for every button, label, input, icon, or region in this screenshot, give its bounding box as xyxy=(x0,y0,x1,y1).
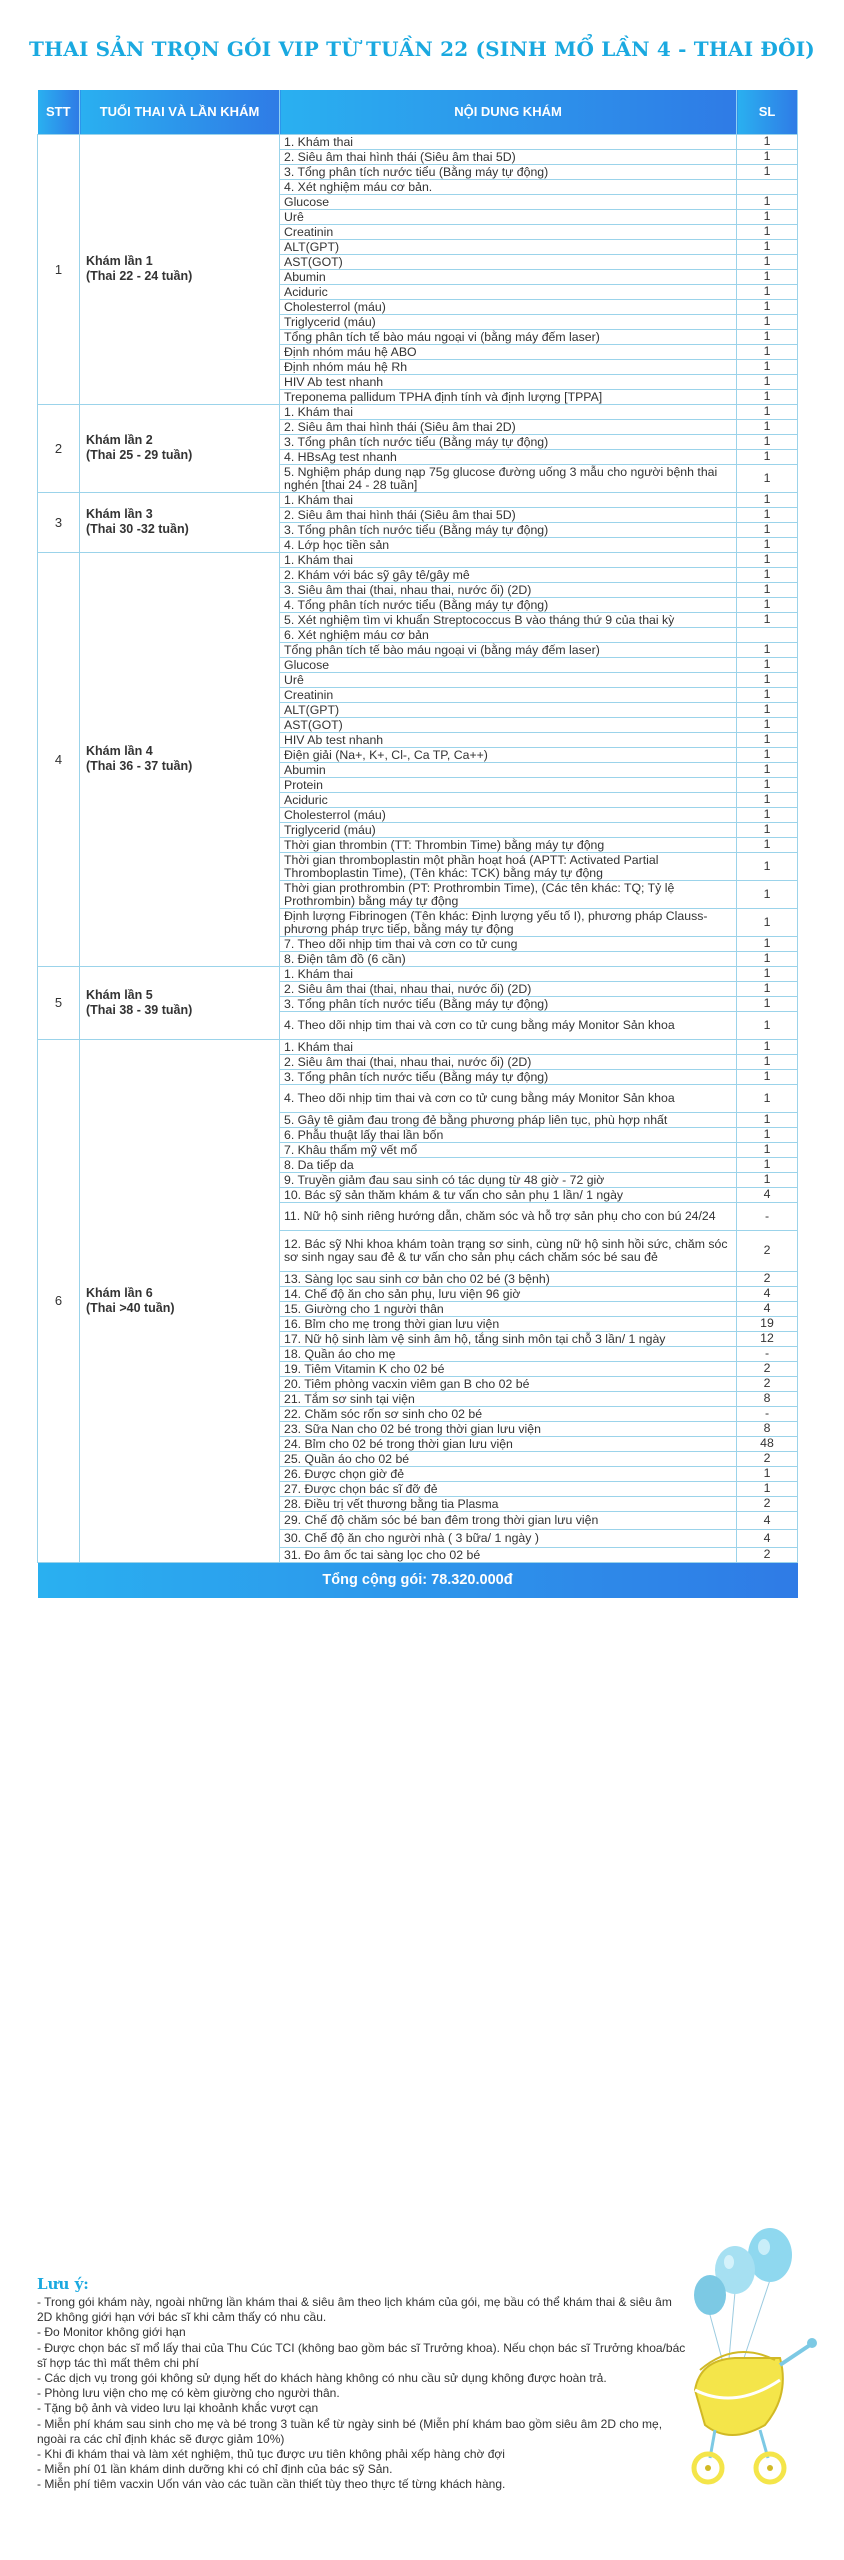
service-qty: 1 xyxy=(737,762,798,777)
stt-cell: 4 xyxy=(38,552,80,966)
service-qty: 1 xyxy=(737,329,798,344)
table-row xyxy=(38,1039,798,1054)
service-qty: 1 xyxy=(737,344,798,359)
service-item: Abumin xyxy=(280,762,737,777)
service-qty: 1 xyxy=(737,449,798,464)
service-item: 6. Phẫu thuật lấy thai lần bốn xyxy=(280,1127,737,1142)
header-qty: SL xyxy=(737,90,798,134)
service-item: Aciduric xyxy=(280,792,737,807)
service-item: Tổng phân tích tế bào máu ngoại vi (bằng máy đếm laser) xyxy=(280,642,737,657)
service-item: 7. Khâu thẩm mỹ vết mổ xyxy=(280,1142,737,1157)
note-item: - Miễn phí 01 lần khám dinh dưỡng khi có chỉ định của bác sỹ Sản. xyxy=(37,2462,393,2477)
service-item: 8. Da tiếp da xyxy=(280,1157,737,1172)
service-qty: 2 xyxy=(737,1361,798,1376)
service-qty: 1 xyxy=(737,419,798,434)
service-item: 14. Chế độ ăn cho sản phụ, lưu viện 96 giờ xyxy=(280,1286,737,1301)
stage-weeks: (Thai 25 - 29 tuần) xyxy=(86,448,193,462)
service-item: 23. Sữa Nan cho 02 bé trong thời gian lưu viện xyxy=(280,1421,737,1436)
service-qty: 1 xyxy=(737,254,798,269)
service-qty: 1 xyxy=(737,687,798,702)
service-qty: 1 xyxy=(737,807,798,822)
service-item: 28. Điều trị vết thương bằng tia Plasma xyxy=(280,1496,737,1511)
service-item: Abumin xyxy=(280,269,737,284)
service-qty: 4 xyxy=(737,1529,798,1547)
notes-list xyxy=(37,2295,687,2493)
table-row xyxy=(38,966,798,981)
package-table xyxy=(37,90,798,1598)
service-qty: 48 xyxy=(737,1436,798,1451)
service-qty: 1 xyxy=(737,164,798,179)
stt-cell: 5 xyxy=(38,966,80,1039)
total-price: Tổng cộng gói: 78.320.000đ xyxy=(38,1562,798,1598)
service-qty: 4 xyxy=(737,1187,798,1202)
service-qty: 1 xyxy=(737,314,798,329)
service-qty: 1 xyxy=(737,269,798,284)
service-qty: 1 xyxy=(737,149,798,164)
stage-title: Khám lần 6 xyxy=(86,1285,153,1300)
service-item: Urê xyxy=(280,209,737,224)
stt-cell: 6 xyxy=(38,1039,80,1562)
stage-weeks: (Thai 38 - 39 tuần) xyxy=(86,1002,193,1017)
service-qty: 1 xyxy=(737,194,798,209)
service-item: 3. Siêu âm thai (thai, nhau thai, nước ối) (2D) xyxy=(280,582,737,597)
service-item: 20. Tiêm phòng vacxin viêm gan B cho 02 bé xyxy=(280,1376,737,1391)
service-item: 4. Tổng phân tích nước tiểu (Bằng máy tự động) xyxy=(280,597,737,612)
header-content: NỘI DUNG KHÁM xyxy=(280,90,737,134)
stage-weeks: (Thai 22 - 24 tuần) xyxy=(86,269,193,283)
service-qty: 1 xyxy=(737,852,798,880)
service-item: 11. Nữ hộ sinh riêng hướng dẫn, chăm sóc và hỗ trợ sản phụ cho con bú 24/24 xyxy=(280,1202,737,1230)
service-item: Định nhóm máu hệ ABO xyxy=(280,344,737,359)
service-qty: 8 xyxy=(737,1391,798,1406)
service-qty: 1 xyxy=(737,981,798,996)
stage-weeks: (Thai >40 tuần) xyxy=(86,1300,175,1315)
service-qty: 1 xyxy=(737,239,798,254)
service-qty: 1 xyxy=(737,657,798,672)
table-body xyxy=(38,134,798,1562)
service-qty: 1 xyxy=(737,299,798,314)
stt-cell: 2 xyxy=(38,404,80,492)
note-item: - Khi đi khám thai và làm xét nghiệm, thủ tục được ưu tiên không phải xếp hàng chờ đợi xyxy=(37,2447,505,2462)
service-qty: 1 xyxy=(737,389,798,404)
service-item: 2. Siêu âm thai (thai, nhau thai, nước ối) (2D) xyxy=(280,981,737,996)
service-item: Protein xyxy=(280,777,737,792)
service-qty: 2 xyxy=(737,1547,798,1562)
service-qty: 4 xyxy=(737,1301,798,1316)
service-qty: 1 xyxy=(737,642,798,657)
service-qty: 1 xyxy=(737,582,798,597)
service-qty: 19 xyxy=(737,1316,798,1331)
service-item: 31. Đo âm ốc tai sàng lọc cho 02 bé xyxy=(280,1547,737,1562)
stage-weeks: (Thai 30 -32 tuần) xyxy=(86,522,189,536)
service-item: 2. Siêu âm thai hình thái (Siêu âm thai 5D) xyxy=(280,507,737,522)
service-qty: 1 xyxy=(737,507,798,522)
service-qty: 1 xyxy=(737,209,798,224)
note-item: - Phòng lưu viện cho mẹ có kèm giường cho người thân. xyxy=(37,2386,340,2401)
service-qty: 1 xyxy=(737,537,798,552)
service-qty: 1 xyxy=(737,612,798,627)
service-item: Creatinin xyxy=(280,687,737,702)
service-item: Aciduric xyxy=(280,284,737,299)
service-qty: 2 xyxy=(737,1496,798,1511)
service-qty: 12 xyxy=(737,1331,798,1346)
service-item: 4. Lớp học tiền sản xyxy=(280,537,737,552)
service-qty: 1 xyxy=(737,1011,798,1039)
service-qty: 1 xyxy=(737,1069,798,1084)
total-row xyxy=(38,1562,798,1598)
service-qty: 1 xyxy=(737,732,798,747)
service-item: ALT(GPT) xyxy=(280,239,737,254)
service-qty: 1 xyxy=(737,792,798,807)
service-item: 2. Khám với bác sỹ gây tê/gây mê xyxy=(280,567,737,582)
service-qty: 1 xyxy=(737,908,798,936)
stt-cell: 3 xyxy=(38,492,80,552)
service-qty: 1 xyxy=(737,1466,798,1481)
service-qty: 1 xyxy=(737,1039,798,1054)
service-item: 4. HBsAg test nhanh xyxy=(280,449,737,464)
service-item: 4. Theo dõi nhịp tim thai và cơn co tử cung bằng máy Monitor Sản khoa xyxy=(280,1084,737,1112)
service-item: 30. Chế độ ăn cho người nhà ( 3 bữa/ 1 ngày ) xyxy=(280,1529,737,1547)
service-item: 21. Tắm sơ sinh tại viện xyxy=(280,1391,737,1406)
note-item: - Các dịch vụ trong gói không sử dụng hết do khách hàng không có nhu cầu sử dụng không được hoàn trả. xyxy=(37,2371,607,2386)
stage-cell xyxy=(80,404,280,492)
service-qty: 1 xyxy=(737,837,798,852)
service-item: Treponema pallidum TPHA định tính và định lượng [TPPA] xyxy=(280,389,737,404)
service-item: HIV Ab test nhanh xyxy=(280,374,737,389)
service-qty: 1 xyxy=(737,1084,798,1112)
service-item: Urê xyxy=(280,672,737,687)
service-item: 5. Gây tê giảm đau trong đẻ bằng phương pháp liên tục, phù hợp nhất xyxy=(280,1112,737,1127)
service-qty xyxy=(737,179,798,194)
service-qty: 1 xyxy=(737,777,798,792)
stage-cell xyxy=(80,966,280,1039)
service-item: 27. Được chọn bác sĩ đỡ đẻ xyxy=(280,1481,737,1496)
service-item: 3. Tổng phân tích nước tiểu (Bằng máy tự động) xyxy=(280,522,737,537)
service-qty: 1 xyxy=(737,1054,798,1069)
service-item: Creatinin xyxy=(280,224,737,239)
stage-cell xyxy=(80,552,280,966)
service-qty: 2 xyxy=(737,1451,798,1466)
service-item: 3. Tổng phân tích nước tiểu (Bằng máy tự động) xyxy=(280,1069,737,1084)
service-qty: 1 xyxy=(737,1172,798,1187)
service-item: 3. Tổng phân tích nước tiểu (Bằng máy tự động) xyxy=(280,164,737,179)
service-qty: 1 xyxy=(737,951,798,966)
stage-title: Khám lần 2 xyxy=(86,433,153,447)
service-item: 18. Quần áo cho mẹ xyxy=(280,1346,737,1361)
service-item: Định nhóm máu hệ Rh xyxy=(280,359,737,374)
stage-cell xyxy=(80,1039,280,1562)
service-item: 29. Chế độ chăm sóc bé ban đêm trong thời gian lưu viện xyxy=(280,1511,737,1529)
service-item: 2. Siêu âm thai hình thái (Siêu âm thai 5D) xyxy=(280,149,737,164)
service-item: 16. Bỉm cho mẹ trong thời gian lưu viện xyxy=(280,1316,737,1331)
service-item: ALT(GPT) xyxy=(280,702,737,717)
table-row xyxy=(38,552,798,567)
service-qty: 2 xyxy=(737,1376,798,1391)
table-row xyxy=(38,134,798,149)
service-qty: 2 xyxy=(737,1230,798,1271)
service-item: 25. Quần áo cho 02 bé xyxy=(280,1451,737,1466)
service-item: 5. Xét nghiệm tìm vi khuẩn Streptococcus B vào tháng thứ 9 của thai kỳ xyxy=(280,612,737,627)
note-item: - Miễn phí tiêm vacxin Uốn ván vào các tuần cần thiết tùy theo thực tế từng khách hàng. xyxy=(37,2477,506,2492)
stage-weeks: (Thai 36 - 37 tuần) xyxy=(86,759,193,773)
service-item: 13. Sàng lọc sau sinh cơ bản cho 02 bé (3 bệnh) xyxy=(280,1271,737,1286)
service-item: 22. Chăm sóc rốn sơ sinh cho 02 bé xyxy=(280,1406,737,1421)
service-qty: 1 xyxy=(737,374,798,389)
service-item: 12. Bác sỹ Nhi khoa khám toàn trạng sơ sinh, cùng nữ hộ sinh hồi sức, chăm sóc sơ sinh ngay sau đẻ & tư vấn cho sản phụ cách chăm sóc bé sau đẻ xyxy=(280,1230,737,1271)
service-item: Triglycerid (máu) xyxy=(280,314,737,329)
service-item: 4. Xét nghiệm máu cơ bản. xyxy=(280,179,737,194)
stage-cell xyxy=(80,134,280,404)
service-qty: 1 xyxy=(737,567,798,582)
service-item: Thời gian thromboplastin một phần hoạt hoá (APTT: Activated Partial Thromboplastin Time), (Tên khác: TCK) bằng máy tự động xyxy=(280,852,737,880)
service-item: 7. Theo dõi nhịp tim thai và cơn co tử cung xyxy=(280,936,737,951)
service-item: 9. Truyền giảm đau sau sinh có tác dụng từ 48 giờ - 72 giờ xyxy=(280,1172,737,1187)
service-qty: 1 xyxy=(737,597,798,612)
service-item: Điện giải (Na+, K+, Cl-, Ca TP, Ca++) xyxy=(280,747,737,762)
service-qty: 1 xyxy=(737,936,798,951)
service-qty: 1 xyxy=(737,1127,798,1142)
service-qty: 1 xyxy=(737,747,798,762)
service-item: Cholesterrol (máu) xyxy=(280,299,737,314)
service-qty: 1 xyxy=(737,522,798,537)
service-item: Cholesterrol (máu) xyxy=(280,807,737,822)
stage-cell xyxy=(80,492,280,552)
service-qty: 1 xyxy=(737,880,798,908)
service-item: 5. Nghiệm pháp dung nạp 75g glucose đường uống 3 mẫu cho người bệnh thai nghén [thai 24 - 28 tuần] xyxy=(280,464,737,492)
stage-title: Khám lần 4 xyxy=(86,744,153,758)
service-qty: 1 xyxy=(737,1481,798,1496)
service-item: Glucose xyxy=(280,657,737,672)
note-item: - Miễn phí khám sau sinh cho mẹ và bé trong 3 tuần kể từ ngày sinh bé (Miễn phí khám bao gồm siêu âm 2D cho mẹ, ngoài ra các chỉ định khác sẽ được giảm 10%) xyxy=(37,2416,663,2446)
service-item: 17. Nữ hộ sinh làm vệ sinh âm hộ, tắng sinh môn tại chỗ 3 lần/ 1 ngày xyxy=(280,1331,737,1346)
table-row xyxy=(38,404,798,419)
service-qty: 2 xyxy=(737,1271,798,1286)
service-item: Triglycerid (máu) xyxy=(280,822,737,837)
service-qty: 1 xyxy=(737,1142,798,1157)
service-qty: 1 xyxy=(737,996,798,1011)
note-item: - Đo Monitor không giới hạn xyxy=(37,2325,186,2340)
service-qty: - xyxy=(737,1406,798,1421)
service-item: 1. Khám thai xyxy=(280,966,737,981)
service-qty: 1 xyxy=(737,284,798,299)
service-item: 3. Tổng phân tích nước tiểu (Bằng máy tự động) xyxy=(280,996,737,1011)
service-item: 24. Bỉm cho 02 bé trong thời gian lưu viện xyxy=(280,1436,737,1451)
service-item: 1. Khám thai xyxy=(280,134,737,149)
note-item: - Được chọn bác sĩ mổ lấy thai của Thu Cúc TCI (không bao gồm bác sĩ Trưởng khoa). Nếu chọn bác sĩ Trưởng khoa/bác sĩ hợp tác thì mất thêm chi phí xyxy=(37,2340,686,2370)
service-qty: 4 xyxy=(737,1511,798,1529)
service-qty: 8 xyxy=(737,1421,798,1436)
notes-title: Lưu ý: xyxy=(37,2275,89,2293)
service-item: 2. Siêu âm thai hình thái (Siêu âm thai 2D) xyxy=(280,419,737,434)
header-stage: TUỔI THAI VÀ LẦN KHÁM xyxy=(80,90,280,134)
service-item: 8. Điện tâm đồ (6 cần) xyxy=(280,951,737,966)
stage-title: Khám lần 1 xyxy=(86,254,153,268)
table-header-row xyxy=(38,90,798,134)
service-qty: 1 xyxy=(737,359,798,374)
service-item: Thời gian thrombin (TT: Thrombin Time) bằng máy tự động xyxy=(280,837,737,852)
service-qty: 1 xyxy=(737,464,798,492)
baby-stroller-balloons-icon xyxy=(640,2220,840,2540)
service-qty: - xyxy=(737,1346,798,1361)
page-title: THAI SẢN TRỌN GÓI VIP TỪ TUẦN 22 (SINH MỔ LẦN 4 - THAI ĐÔI) xyxy=(29,37,815,61)
service-qty: 1 xyxy=(737,404,798,419)
service-item: HIV Ab test nhanh xyxy=(280,732,737,747)
service-item: 1. Khám thai xyxy=(280,552,737,567)
table-row xyxy=(38,492,798,507)
service-qty: 1 xyxy=(737,1112,798,1127)
service-qty: 1 xyxy=(737,717,798,732)
service-item: 15. Giường cho 1 người thân xyxy=(280,1301,737,1316)
service-qty xyxy=(737,627,798,642)
stt-cell: 1 xyxy=(38,134,80,404)
stage-title: Khám lần 3 xyxy=(86,507,153,521)
service-item: AST(GOT) xyxy=(280,717,737,732)
service-qty: - xyxy=(737,1202,798,1230)
service-item: Tổng phân tích tế bào máu ngoại vi (bằng máy đếm laser) xyxy=(280,329,737,344)
service-qty: 1 xyxy=(737,966,798,981)
service-qty: 4 xyxy=(737,1286,798,1301)
service-item: Thời gian prothrombin (PT: Prothrombin Time), (Các tên khác: TQ; Tỷ lệ Prothrombin) bằng máy tự động xyxy=(280,880,737,908)
service-qty: 1 xyxy=(737,134,798,149)
service-item: 6. Xét nghiệm máu cơ bản xyxy=(280,627,737,642)
service-item: 1. Khám thai xyxy=(280,1039,737,1054)
service-item: 3. Tổng phân tích nước tiểu (Bằng máy tự động) xyxy=(280,434,737,449)
service-item: Glucose xyxy=(280,194,737,209)
service-qty: 1 xyxy=(737,224,798,239)
service-item: 19. Tiêm Vitamin K cho 02 bé xyxy=(280,1361,737,1376)
service-item: 1. Khám thai xyxy=(280,492,737,507)
service-qty: 1 xyxy=(737,672,798,687)
service-item: 26. Được chọn giờ đẻ xyxy=(280,1466,737,1481)
note-item: - Trong gói khám này, ngoài những lần khám thai & siêu âm theo lịch khám của gói, mẹ bầu có thể khám thai & siêu âm 2D không giới hạn với bác sĩ khi cảm thấy có nhu cầu. xyxy=(37,2295,672,2325)
service-qty: 1 xyxy=(737,552,798,567)
service-item: 4. Theo dõi nhịp tim thai và cơn co tử cung bằng máy Monitor Sản khoa xyxy=(280,1011,737,1039)
service-qty: 1 xyxy=(737,492,798,507)
stage-title: Khám lần 5 xyxy=(86,987,153,1002)
note-item: - Tặng bộ ảnh và video lưu lại khoảnh khắc vượt cạn xyxy=(37,2401,319,2416)
service-item: AST(GOT) xyxy=(280,254,737,269)
service-qty: 1 xyxy=(737,1157,798,1172)
service-qty: 1 xyxy=(737,702,798,717)
service-item: 2. Siêu âm thai (thai, nhau thai, nước ối) (2D) xyxy=(280,1054,737,1069)
notes-section xyxy=(37,2275,687,2493)
service-item: Định lượng Fibrinogen (Tên khác: Định lượng yếu tố I), phương pháp Clauss- phương pháp trực tiếp, bằng máy tự động xyxy=(280,908,737,936)
service-qty: 1 xyxy=(737,434,798,449)
service-item: 1. Khám thai xyxy=(280,404,737,419)
service-qty: 1 xyxy=(737,822,798,837)
header-stt: STT xyxy=(38,90,80,134)
service-item: 10. Bác sỹ sản thăm khám & tư vấn cho sản phụ 1 lần/ 1 ngày xyxy=(280,1187,737,1202)
